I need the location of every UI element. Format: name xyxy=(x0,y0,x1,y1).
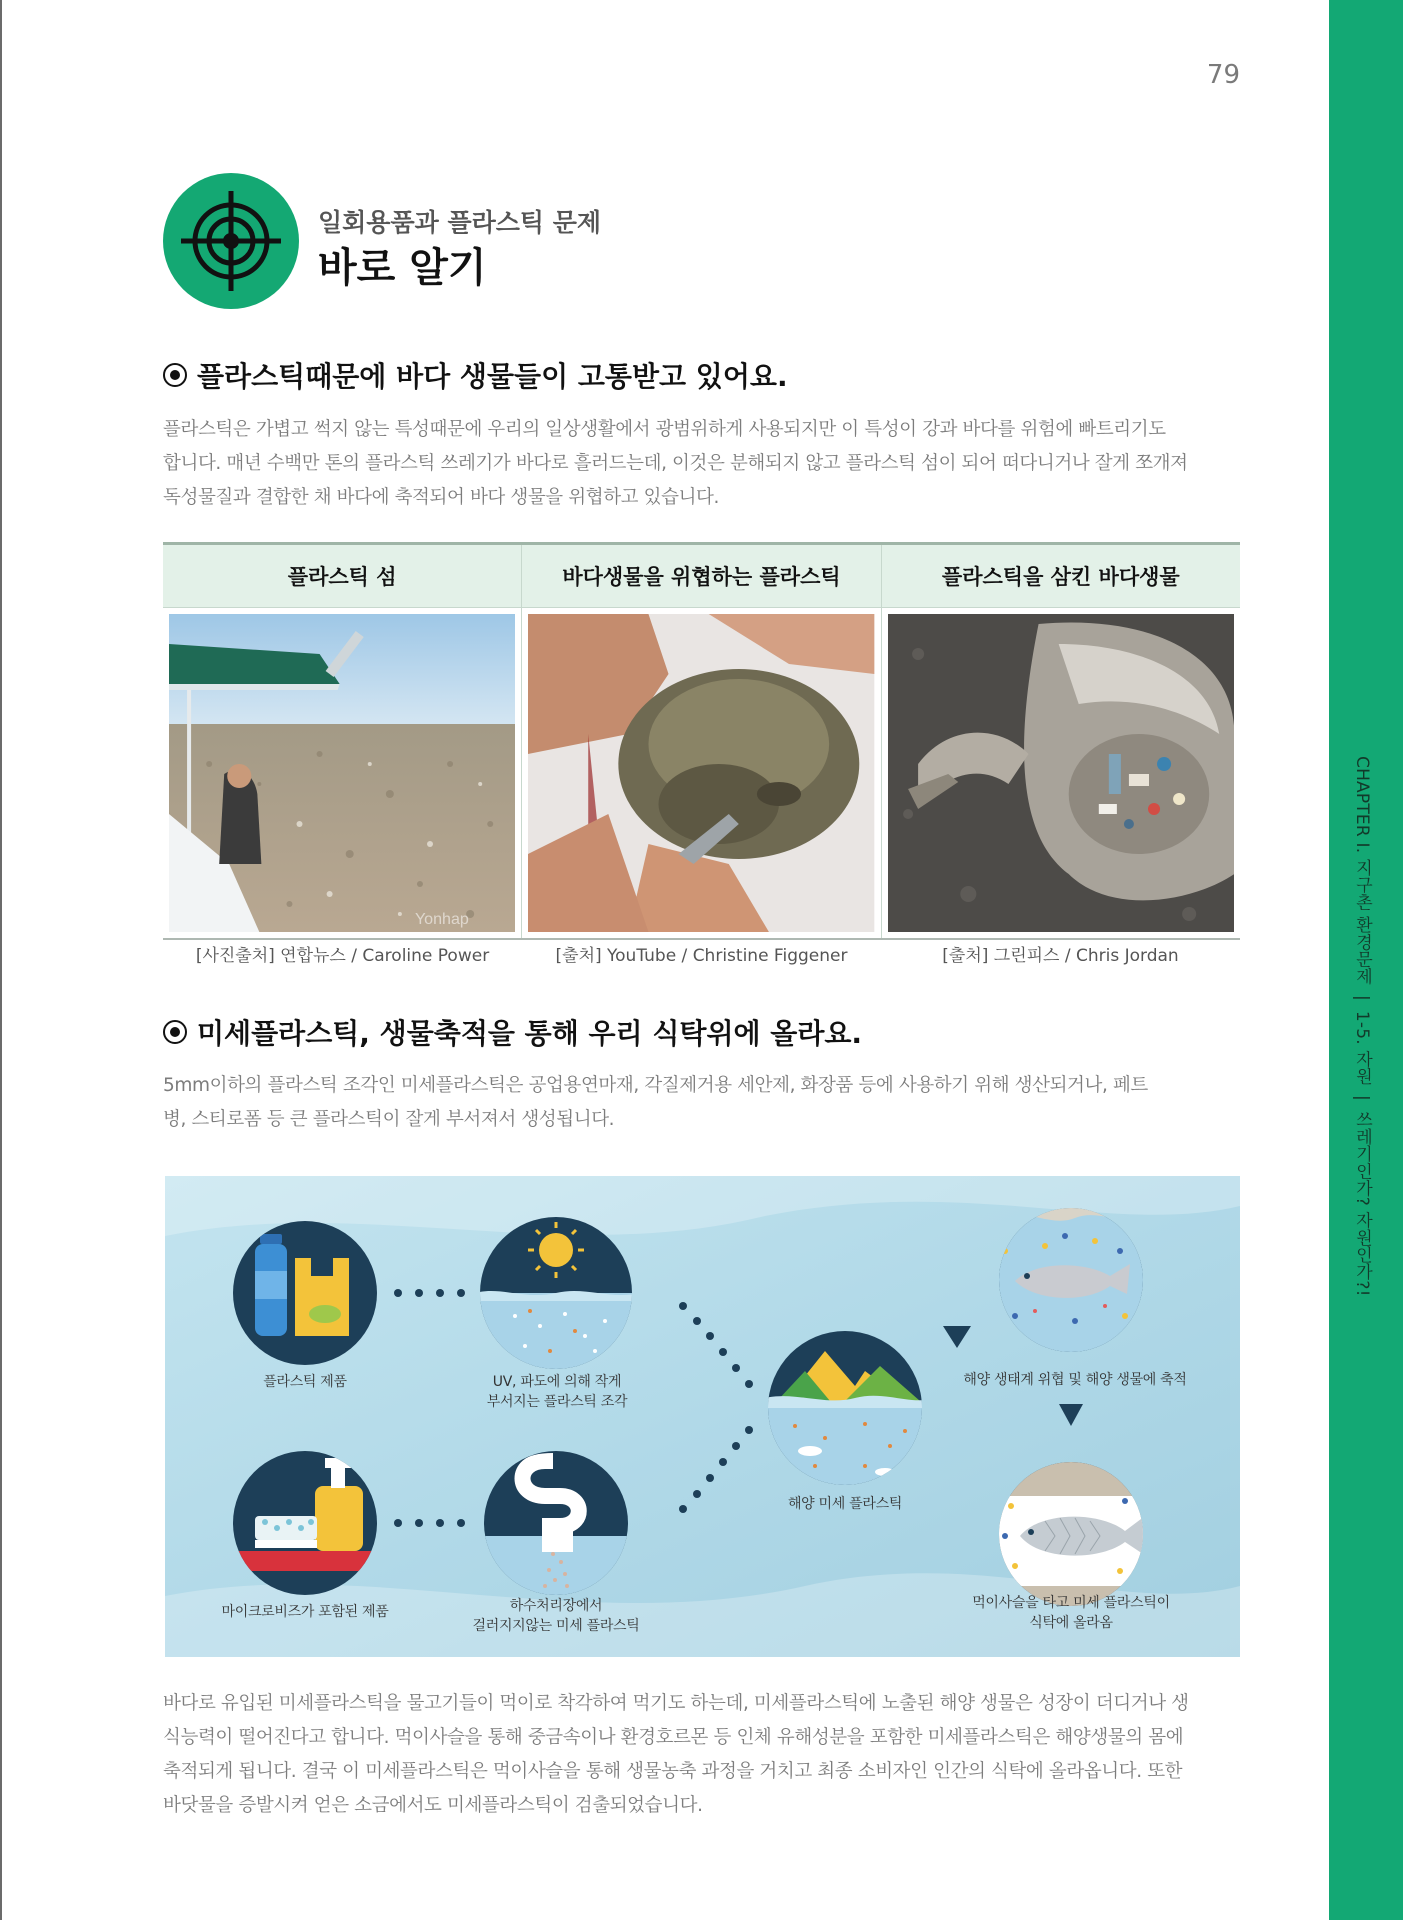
photo-caption: [출처] YouTube / Christine Figgener xyxy=(555,946,848,966)
side-chapter: CHAPTER I. 지구촌 환경문제 xyxy=(1352,756,1372,985)
label-line: 부서지는 플라스틱 조각 xyxy=(486,1394,628,1410)
label-line: UV, 파도에 의해 작게 xyxy=(492,1374,622,1390)
label-plastic-products: 플라스틱 제품 xyxy=(263,1374,347,1390)
target-icon xyxy=(163,173,299,309)
photo-cell xyxy=(163,608,522,938)
paragraph-line: 플라스틱은 가볍고 썩지 않는 특성때문에 우리의 일상생활에서 광범위하게 사용되지만 이 특성이 강과 바다를 위험에 빠트리기도 xyxy=(163,419,1166,440)
column-header: 바다생물을 위협하는 플라스틱 xyxy=(522,545,881,607)
photo-cell xyxy=(522,608,881,938)
paragraph-line: 독성물질과 결합한 채 바다에 축적되어 바다 생물을 위협하고 있습니다. xyxy=(163,487,719,508)
label-uv-fragments xyxy=(465,1372,649,1412)
paragraph-line: 5mm이하의 플라스틱 조각인 미세플라스틱은 공업용연마재, 각질제거용 세안제, 화장품 등에 사용하기 위해 생산되거나, 페트 xyxy=(163,1075,1148,1096)
paragraph-line: 합니다. 매년 수백만 톤의 플라스틱 쓰레기가 바다로 흘러드는데, 이것은 분해되지 않고 플라스틱 섬이 되어 떠다니거나 잘게 쪼개져 xyxy=(163,453,1188,474)
side-topic: 쓰레기인가? 자원인가?! xyxy=(1352,1110,1372,1297)
header-subtitle: 일회용품과 플라스틱 문제 xyxy=(318,208,602,237)
svg-text:Yonhap: Yonhap xyxy=(414,910,469,928)
header-title: 바로 알기 xyxy=(318,245,487,291)
label-ocean-microplastic: 해양 미세 플라스틱 xyxy=(787,1496,903,1512)
page-left-edge xyxy=(0,0,2,1920)
target-bullet-icon xyxy=(163,1020,187,1044)
column-header: 플라스틱 섬 xyxy=(163,545,522,607)
section2-title xyxy=(163,1012,862,1052)
label-sewage xyxy=(445,1596,667,1636)
chapter-side-text xyxy=(1350,756,1375,1297)
side-section: 1-5. 자원 xyxy=(1352,1010,1372,1085)
photo-table-header xyxy=(163,542,1240,608)
page-number: 79 xyxy=(1206,60,1240,90)
photo-caption: [사진출처] 연합뉴스 / Caroline Power xyxy=(195,946,490,966)
paragraph-line: 축적되게 됩니다. 결국 이 미세플라스틱은 먹이사슬을 통해 생물농축 과정을 거치고 최종 소비자인 인간의 식탁에 올라옵니다. 또한 xyxy=(163,1761,1183,1782)
photo-caption: [출처] 그린피스 / Chris Jordan xyxy=(942,946,1179,966)
section1-title xyxy=(163,355,788,395)
side-separator: | xyxy=(1352,1094,1372,1101)
albatross-photo xyxy=(888,614,1234,932)
section1-paragraph xyxy=(163,413,1240,515)
label-line: 하수처리장에서 xyxy=(509,1598,603,1614)
microplastic-diagram xyxy=(165,1176,1240,1657)
section2-paragraph xyxy=(163,1069,1240,1137)
paragraph-line: 식능력이 떨어진다고 합니다. 먹이사슬을 통해 중금속이나 환경호르몬 등 인체 유해성분을 포함한 미세플라스틱은 해양생물의 몸에 xyxy=(163,1727,1184,1748)
paragraph-line: 바닷물을 증발시켜 얻은 소금에서도 미세플라스틱이 검출되었습니다. xyxy=(163,1795,703,1816)
label-line: 걸러지지않는 미세 플라스틱 xyxy=(472,1618,640,1634)
target-bullet-icon xyxy=(163,363,187,387)
plastic-island-photo xyxy=(169,614,515,932)
label-microbeads: 마이크로비즈가 포함된 제품 xyxy=(221,1604,389,1620)
section2-title-text: 미세플라스틱, 생물축적을 통해 우리 식탁위에 올라요. xyxy=(197,1017,863,1050)
label-line: 먹이사슬을 타고 미세 플라스틱이 xyxy=(972,1595,1170,1611)
paragraph-line: 바다로 유입된 미세플라스틱을 물고기들이 먹이로 착각하여 먹기도 하는데, 미세플라스틱에 노출된 해양 생물은 성장이 더디거나 생 xyxy=(163,1693,1189,1714)
sea-turtle-photo xyxy=(528,614,874,932)
column-header: 플라스틱을 삼킨 바다생물 xyxy=(941,565,1180,589)
photo-captions xyxy=(163,940,1240,972)
label-foodchain xyxy=(945,1593,1197,1633)
photo-table-body xyxy=(163,608,1240,940)
side-separator: | xyxy=(1352,994,1372,1001)
section1-title-text: 플라스틱때문에 바다 생물들이 고통받고 있어요. xyxy=(197,360,788,393)
label-ecosystem: 해양 생태계 위협 및 해양 생물에 축적 xyxy=(963,1372,1187,1388)
section3-paragraph xyxy=(163,1687,1240,1823)
photo-cell xyxy=(882,608,1240,938)
label-line: 식탁에 올라옴 xyxy=(1029,1615,1113,1631)
photo-table xyxy=(163,542,1240,972)
paragraph-line: 병, 스티로폼 등 큰 플라스틱이 잘게 부서져서 생성됩니다. xyxy=(163,1109,615,1130)
